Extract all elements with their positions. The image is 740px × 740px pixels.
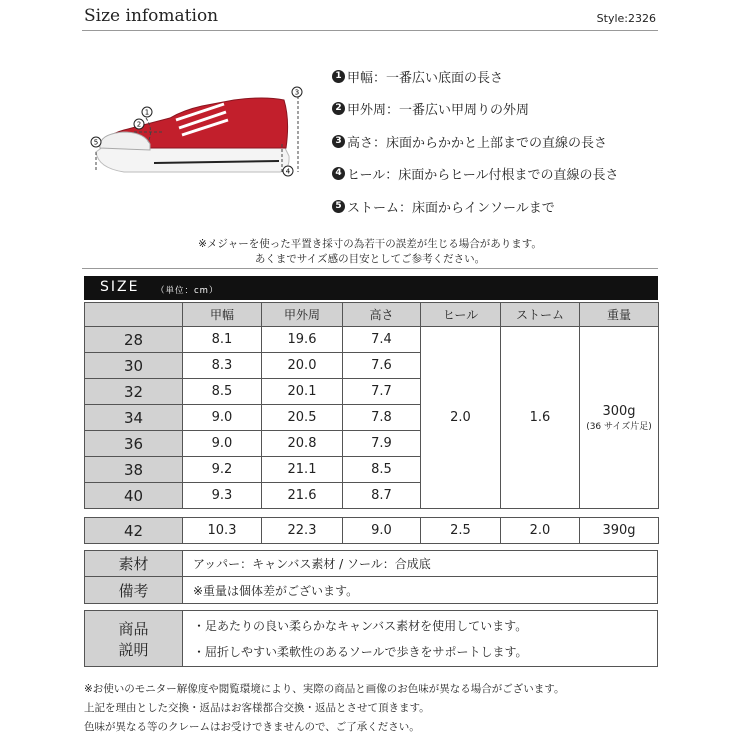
width-cell: 8.3 xyxy=(183,353,262,379)
heel-merged-cell: 2.0 xyxy=(421,327,501,509)
legend-item xyxy=(332,190,662,223)
description-table xyxy=(84,610,658,667)
style-code: Style:2326 xyxy=(596,12,656,25)
number-badge-icon: 4 xyxy=(332,167,345,180)
marker-5-label: 5 xyxy=(93,138,99,147)
girth-cell: 21.1 xyxy=(262,457,343,483)
width-cell: 10.3 xyxy=(183,518,262,544)
height-cell: 7.4 xyxy=(343,327,421,353)
storm-cell: 2.0 xyxy=(501,518,580,544)
description-label xyxy=(85,611,183,667)
number-badge-icon: 3 xyxy=(332,135,345,148)
marker-4-label: 4 xyxy=(285,167,291,176)
number-badge-icon: 2 xyxy=(332,102,345,115)
size-label: 40 xyxy=(85,483,183,509)
materials-row xyxy=(85,551,658,577)
marker-3-label: 3 xyxy=(294,88,300,97)
size-table xyxy=(84,302,659,509)
height-cell: 8.7 xyxy=(343,483,421,509)
description-item: ・足あたりの良い柔らかなキャンバス素材を使用しています。 xyxy=(193,618,528,633)
legend-item xyxy=(332,125,662,158)
girth-cell: 20.0 xyxy=(262,353,343,379)
header-girth: 甲外周 xyxy=(262,303,343,327)
size-label: 42 xyxy=(85,518,183,544)
width-cell: 9.3 xyxy=(183,483,262,509)
width-cell: 8.1 xyxy=(183,327,262,353)
width-cell: 9.2 xyxy=(183,457,262,483)
section-divider xyxy=(82,268,658,269)
footer-line: 上記を理由とした交換・返品はお客様都合交換・返品とさせて頂きます。 xyxy=(84,702,430,714)
footer-line: 色味が異なる等のクレームはお受けできませんので、ご了承ください。 xyxy=(84,721,420,733)
storm-merged-cell: 1.6 xyxy=(501,327,580,509)
height-cell: 8.5 xyxy=(343,457,421,483)
size-section-title: SIZE xyxy=(100,279,140,295)
size-label: 30 xyxy=(85,353,183,379)
girth-cell: 21.6 xyxy=(262,483,343,509)
top-divider xyxy=(82,30,658,31)
materials-label: 素材 xyxy=(85,551,183,577)
header-heel: ヒール xyxy=(421,303,501,327)
weight-merged-cell xyxy=(580,327,659,509)
legend-text: ヒール：床面からヒール付根までの直線の長さ xyxy=(347,168,619,184)
number-badge-icon: 1 xyxy=(332,70,345,83)
height-cell: 7.7 xyxy=(343,379,421,405)
header-storm: ストーム xyxy=(501,303,580,327)
header-height: 高さ xyxy=(343,303,421,327)
height-cell: 7.6 xyxy=(343,353,421,379)
weight-value: 300g xyxy=(602,403,636,419)
width-cell: 9.0 xyxy=(183,405,262,431)
description-label-line2: 説明 xyxy=(118,640,149,659)
girth-cell: 20.5 xyxy=(262,405,343,431)
measure-note-line2: あくまでサイズ感の目安としてご参考ください。 xyxy=(254,253,486,265)
legend-text: ストーム：床面からインソールまで xyxy=(347,200,555,216)
number-badge-icon: 5 xyxy=(332,200,345,213)
legend-item xyxy=(332,93,662,126)
size-label: 28 xyxy=(85,327,183,353)
shoe-illustration xyxy=(84,40,324,230)
measurement-legend xyxy=(332,60,662,223)
description-value xyxy=(183,611,658,667)
table-row xyxy=(85,327,659,353)
header-blank-cell xyxy=(85,303,183,327)
size-label: 36 xyxy=(85,431,183,457)
legend-text: 高さ：床面からかかと上部までの直線の長さ xyxy=(347,135,608,151)
description-item: ・屈折しやすい柔軟性のあるソールで歩きをサポートします。 xyxy=(193,644,528,659)
girth-cell: 20.1 xyxy=(262,379,343,405)
marker-1-label: 1 xyxy=(144,108,150,117)
weight-cell: 390g xyxy=(580,518,659,544)
legend-item xyxy=(332,60,662,93)
footer-line: ※お使いのモニター解像度や閲覧環境により、実際の商品と画像のお色味が異なる場合がございます。 xyxy=(84,683,565,695)
description-label-line1: 商品 xyxy=(118,619,149,638)
marker-2-label: 2 xyxy=(136,120,142,129)
legend-text: 甲外周：一番広い甲周りの外周 xyxy=(347,103,530,119)
header-width: 甲幅 xyxy=(183,303,262,327)
page-title: Size infomation xyxy=(84,6,219,26)
height-cell: 7.9 xyxy=(343,431,421,457)
size-label: 32 xyxy=(85,379,183,405)
legend-text: 甲幅：一番広い底面の長さ xyxy=(347,70,504,86)
height-cell: 7.8 xyxy=(343,405,421,431)
width-cell: 9.0 xyxy=(183,431,262,457)
size-table-header-row xyxy=(85,303,659,327)
shoe-diagram xyxy=(84,40,324,230)
heel-cell: 2.5 xyxy=(421,518,501,544)
measure-note-line1: ※メジャーを使った平置き採寸の為若干の誤差が生じる場合があります。 xyxy=(198,238,542,250)
girth-cell: 22.3 xyxy=(262,518,343,544)
remarks-row xyxy=(85,577,658,604)
header-weight: 重量 xyxy=(580,303,659,327)
description-row xyxy=(85,611,658,667)
size-section-unit: （単位：cm） xyxy=(156,286,219,296)
size-42-table xyxy=(84,517,659,544)
materials-value: アッパー：キャンバス素材 / ソール：合成底 xyxy=(183,551,658,577)
remarks-value: ※重量は個体差がございます。 xyxy=(183,577,658,604)
size-label: 38 xyxy=(85,457,183,483)
girth-cell: 19.6 xyxy=(262,327,343,353)
width-cell: 8.5 xyxy=(183,379,262,405)
height-cell: 9.0 xyxy=(343,518,421,544)
legend-item xyxy=(332,158,662,191)
size-section-header xyxy=(84,276,658,300)
girth-cell: 20.8 xyxy=(262,431,343,457)
footer-notes xyxy=(84,680,564,737)
table-row xyxy=(85,518,659,544)
materials-table xyxy=(84,550,658,604)
size-label: 34 xyxy=(85,405,183,431)
weight-note: (36 サイズ片足) xyxy=(586,421,652,432)
remarks-label: 備考 xyxy=(85,577,183,604)
